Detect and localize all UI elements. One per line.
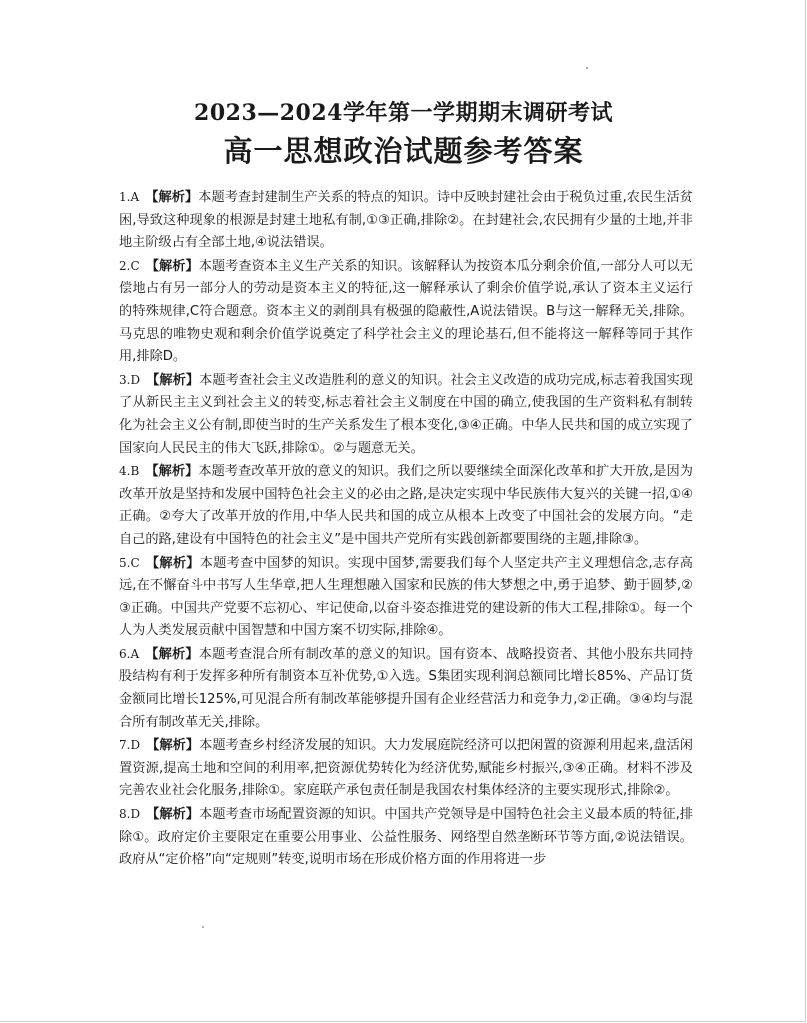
answer-number: 7.D: [119, 738, 141, 753]
answer-item: [119, 734, 693, 803]
analysis-tag: 【解析】: [146, 738, 200, 754]
answer-item: [119, 255, 693, 369]
analysis-tag: 【解析】: [145, 190, 199, 205]
answer-number: 5.C: [119, 555, 140, 570]
answer-text: 本题考查乡村经济发展的知识。大力发展庭院经济可以把闲置的资源利用起来,盘活闲置资源,提高土地和空间的利用率,把资源优势转化为经济优势,赋能乡村振兴,③④正确。材料不涉及完善农业社会化服务,排除①。家庭联产承包责任制是我国农村集体经济的主要实现形式,排除②。: [119, 738, 693, 799]
answer-text: 本题考查中国梦的知识。实现中国梦,需要我们每个人坚定共产主义理想信念,志存高远,在不懈奋斗中书写人生华章,把人生理想融入国家和民族的伟大梦想之中,勇于追梦、勤于圆梦,②③正确。中国共产党要不忘初心、牢记使命,以奋斗姿态推进党的建设新的伟大工程,排除①。每一个人为人类发展贡献中国智慧和中国方案不切实际,排除④。: [119, 555, 693, 639]
analysis-tag: 【解析】: [145, 258, 199, 274]
analysis-tag: 【解析】: [145, 555, 200, 571]
analysis-tag: 【解析】: [145, 646, 199, 662]
answer-key-title: 高一思想政治试题参考答案: [223, 134, 584, 168]
answer-list: [119, 186, 693, 872]
answer-item: [119, 643, 693, 734]
answer-text: 本题考查市场配置资源的知识。中国共产党领导是中国特色社会主义最本质的特征,排除①。政府定价主要限定在重要公用事业、公益性服务、网络型自然垄断环节等方面,②说法错误。政府从“定价格”向“定规则”转变,说明市场在形成价格方面的作用将进一步: [119, 807, 693, 868]
answer-text: 本题考查改革开放的意义的知识。我们之所以要继续全面深化改革和扩大开放,是因为改革开放是坚持和发展中国特色社会主义的必由之路,是决定实现中华民族伟大复兴的关键一招,①④正确。②夸大了改革开放的作用,中华人民共和国的成立从根本上改变了中国社会的发展方向。“走自己的路,建设有中国特色的社会主义”是中国共产党所有实践创新都要围绕的主题,排除③。: [119, 464, 693, 547]
analysis-tag: 【解析】: [145, 464, 199, 480]
answer-item: [119, 803, 693, 872]
answer-number: 2.C: [119, 258, 140, 273]
answer-number: 1.A: [119, 190, 140, 204]
speck-mark: [202, 926, 204, 928]
exam-title: 2023—2024学年第一学期期末调研考试: [194, 100, 613, 126]
speck-mark: [586, 67, 588, 69]
answer-item: [119, 552, 693, 643]
answer-text: 本题考查社会主义改造胜利的意义的知识。社会主义改造的成功完成,标志着我国实现了从新民主主义到社会主义的转变,标志着社会主义制度在中国的确立,使我国的生产资料私有制转化为社会主义公有制,即使当时的生产关系发生了根本变化,③④正确。中华人民共和国的成立实现了国家向人民民主的伟大飞跃,排除①。②与题意无关。: [119, 372, 693, 456]
analysis-tag: 【解析】: [146, 372, 200, 388]
analysis-tag: 【解析】: [146, 807, 200, 823]
answer-item: [119, 186, 693, 255]
answer-text: 本题考查资本主义生产关系的知识。该解释认为按资本瓜分剩余价值,一部分人可以无偿地占有另一部分人的劳动是资本主义的特征,这一解释承认了剩余价值学说,承认了资本主义运行的特殊规律,C符合题意。资本主义的剥削具有极强的隐蔽性,A说法错误。B与这一解释无关,排除。马克思的唯物史观和剩余价值学说奠定了科学社会主义的理论基石,但不能将这一解释等同于其作用,排除D。: [119, 258, 693, 365]
answer-text: 本题考查混合所有制改革的意义的知识。国有资本、战略投资者、其他小股东共同持股结构有利于发挥多种所有制资本互补优势,①入选。S集团实现利润总额同比增长85%、产品订货金额同比增长125%,可见混合所有制改革能够提升国有企业经营活力和竞争力,②正确。③④均与混合所有制改革无关,排除。: [119, 646, 694, 730]
answer-number: 3.D: [119, 372, 141, 387]
answer-number: 4.B: [119, 464, 140, 479]
answer-item: [119, 460, 693, 551]
answer-number: 6.A: [119, 646, 140, 661]
answer-item: [119, 369, 693, 460]
answer-number: 8.D: [119, 807, 141, 822]
answer-text: 本题考查封建制生产关系的特点的知识。诗中反映封建社会由于税负过重,农民生活贫困,导致这种现象的根源是封建土地私有制,①③正确,排除②。在封建社会,农民拥有少量的土地,并非地主阶级占有全部土地,④说法错误。: [119, 190, 693, 251]
